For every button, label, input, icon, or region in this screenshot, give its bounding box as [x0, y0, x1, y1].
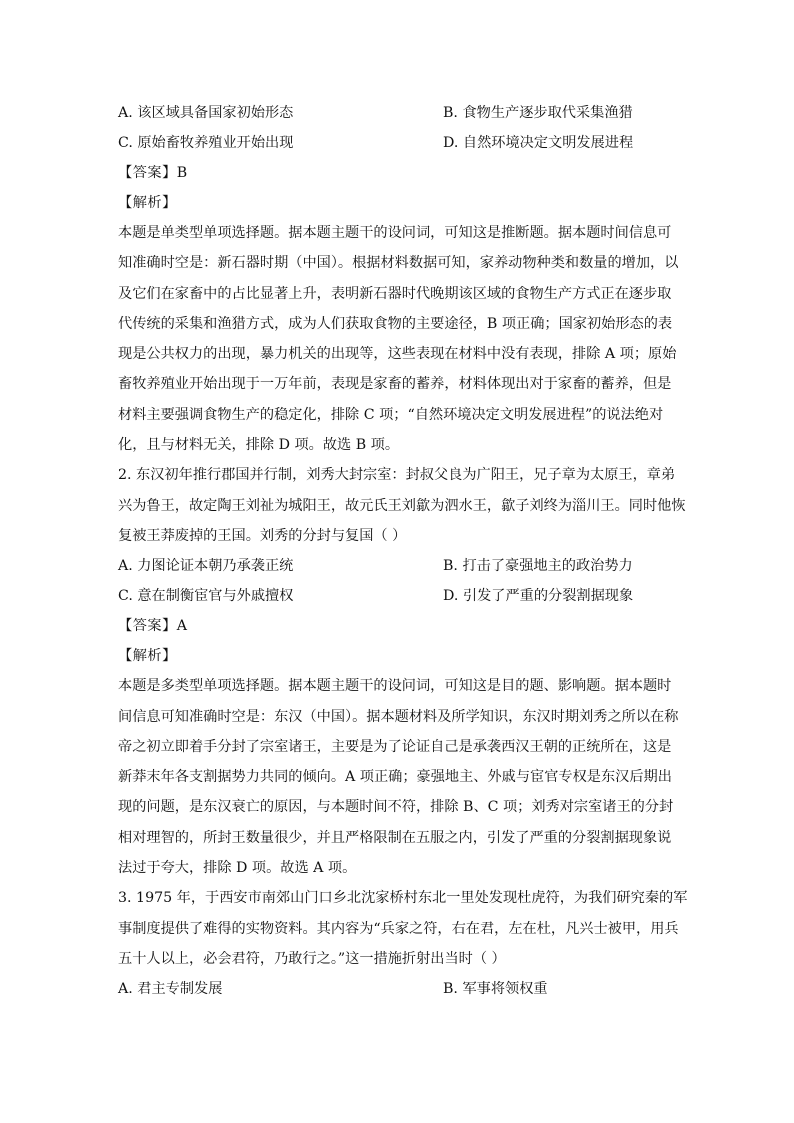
q1-option-d: D. 自然环境决定文明发展进程	[443, 135, 634, 151]
q2-option-d: D. 引发了严重的分裂割据现象	[443, 588, 634, 605]
q2-options-row-2	[118, 581, 683, 611]
q3-stem-line: 五十人以上，必会君符，乃敢行之。”这一措施折射出当时（ ）	[118, 950, 506, 967]
q2-analysis	[118, 671, 683, 883]
q3-stem-line: 3. 1975 年，于西安市南郊山门口乡北沈家桥村东北一里处发现杜虎符，为我们研究秦的军	[118, 890, 688, 907]
document-page	[118, 98, 688, 1004]
q1-analysis-line: 材料主要强调食物生产的稳定化，排除 C 项；“自然环境决定文明发展进程”的说法绝对	[118, 406, 664, 423]
q1-analysis-label: 【解析】	[118, 195, 177, 211]
q2-stem-line: 2. 东汉初年推行郡国并行制，刘秀大封宗室：封叔父良为广阳王，兄子章为太原王，章弟	[118, 467, 676, 484]
q2-analysis-line: 法过于夸大，排除 D 项。故选 A 项。	[118, 860, 357, 877]
q3-option-b: B. 军事将领权重	[443, 981, 548, 998]
q3-stem	[118, 883, 688, 974]
q1-option-b: B. 食物生产逐步取代采集渔猎	[443, 105, 633, 121]
q2-answer: 【答案】A	[118, 618, 188, 635]
q1-options-row-1	[118, 98, 683, 128]
q2-option-c: C. 意在制衡宦官与外戚擅权	[118, 588, 294, 605]
q1-option-c: C. 原始畜牧养殖业开始出现	[118, 135, 294, 151]
q3-options-row-1	[118, 974, 683, 1004]
q1-analysis-line: 畜牧养殖业开始出现于一万年前，表现是家畜的蓄养，材料体现出对于家畜的蓄养，但是	[118, 376, 672, 393]
q2-options-row-1	[118, 551, 683, 581]
q2-option-b: B. 打击了豪强地主的政治势力	[443, 558, 633, 575]
q1-analysis-line: 代传统的采集和渔猎方式，成为人们获取食物的主要途径，B 项正确；国家初始形态的表	[118, 315, 673, 332]
q2-analysis-label: 【解析】	[118, 648, 177, 665]
q3-stem-line: 事制度提供了难得的实物资料。其内容为“兵家之符，右在君，左在杜，凡兴士被甲，用兵	[118, 920, 679, 937]
q2-analysis-line: 新莽末年各支割据势力共同的倾向。A 项正确；豪强地主、外戚与宦官专权是东汉后期出	[118, 769, 672, 786]
q2-stem-line: 复被王莽废掉的王国。刘秀的分封与复国（ ）	[118, 527, 407, 544]
q2-stem-line: 兴为鲁王，故定陶王刘祉为城阳王，故元氏王刘歙为泗水王，歙子刘终为淄川王。同时他恢	[118, 497, 686, 514]
q2-option-a: A. 力图论证本朝乃承袭正统	[118, 558, 294, 575]
q1-analysis-line: 本题是单类型单项选择题。据本题主题干的设问词，可知这是推断题。据本题时间信息可	[118, 225, 672, 241]
q2-stem	[118, 460, 686, 551]
q1-analysis-line: 及它们在家畜中的占比显著上升，表明新石器时代晚期该区域的食物生产方式正在逐步取	[118, 285, 672, 302]
q1-option-a: A. 该区域具备国家初始形态	[118, 105, 294, 121]
q2-analysis-line: 相对理智的，所封王数量很少，并且严格限制在五服之内，引发了严重的分裂割据现象说	[118, 829, 672, 846]
q3-option-a: A. 君主专制发展	[118, 981, 223, 998]
q1-answer: 【答案】B	[118, 165, 188, 181]
q2-analysis-line: 帝之初立即着手分封了宗室诸王，主要是为了论证自己是承袭西汉王朝的正统所在，这是	[118, 738, 672, 755]
q1-analysis-line: 现是公共权力的出现，暴力机关的出现等，这些表现在材料中没有表现，排除 A 项；原始	[118, 346, 677, 363]
q2-analysis-line: 间信息可知准确时空是：东汉（中国）。据本题材料及所学知识，东汉时期刘秀之所以在称	[118, 708, 679, 725]
q1-options-row-2	[118, 128, 683, 158]
q2-analysis-line: 本题是多类型单项选择题。据本题主题干的设问词，可知这是目的题、影响题。据本题时	[118, 678, 672, 695]
q1-analysis-line: 化，且与材料无关，排除 D 项。故选 B 项。	[118, 437, 400, 454]
q1-analysis-line: 知准确时空是：新石器时期（中国）。根据材料数据可知，家养动物种类和数量的增加，以	[118, 255, 679, 272]
q1-analysis	[118, 218, 683, 460]
q2-analysis-line: 现的问题，是东汉衰亡的原因，与本题时间不符，排除 B、C 项；刘秀对宗室诸王的分封	[118, 799, 674, 816]
